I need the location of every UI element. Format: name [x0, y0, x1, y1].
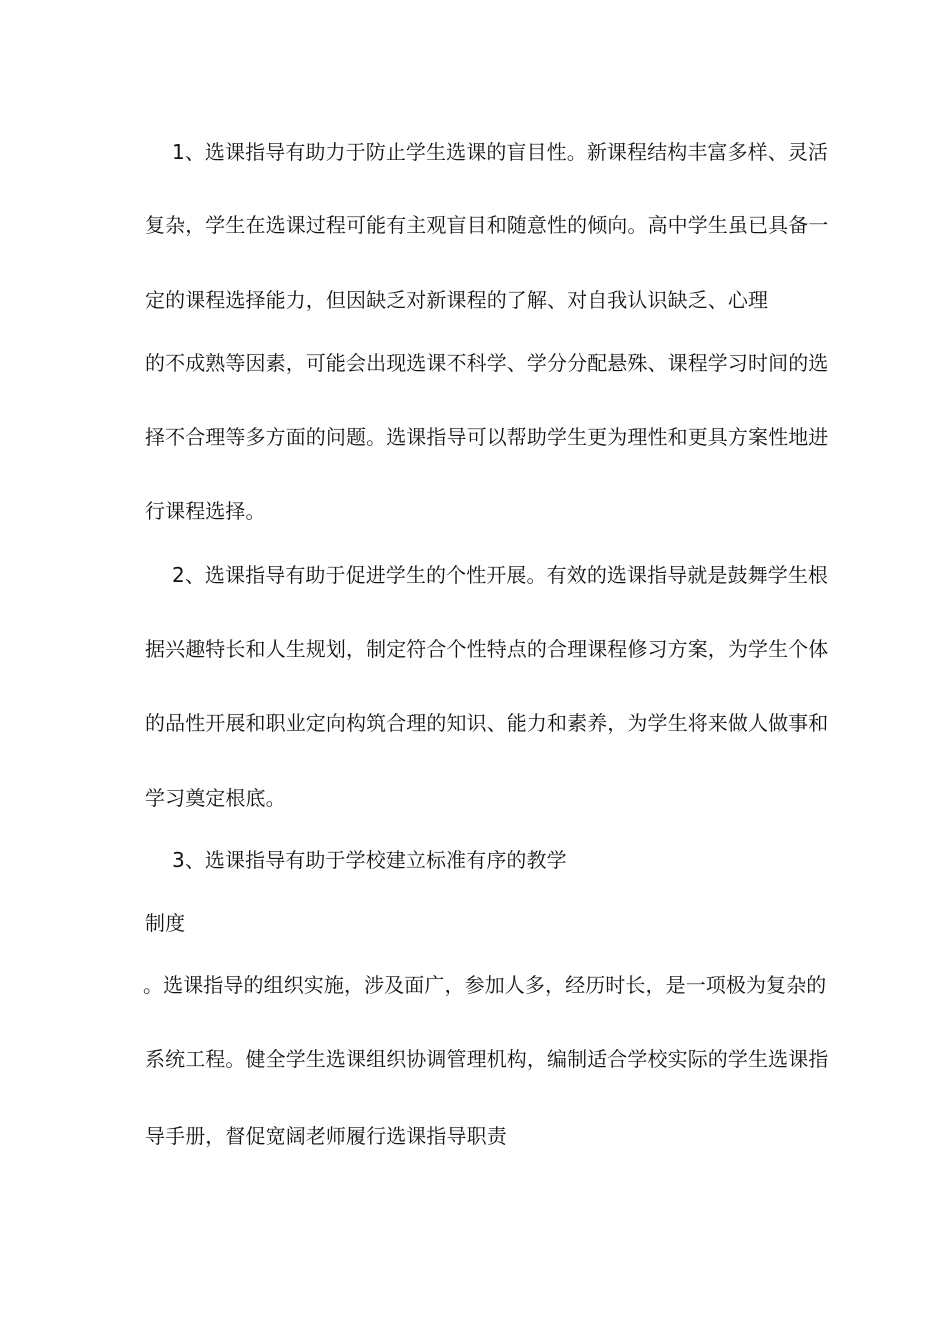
paragraph-3-line-2: 制度 [145, 911, 186, 935]
paragraph-1-line-2: 复杂，学生在选课过程可能有主观盲目和随意性的倾向。高中学生虽已具备一 [145, 213, 829, 237]
paragraph-3-line-3: 。选课指导的组织实施，涉及面广，参加人多，经历时长，是一项极为复杂的 [143, 973, 827, 997]
paragraph-2-line-2: 据兴趣特长和人生规划，制定符合个性特点的合理课程修习方案，为学生个体 [145, 637, 829, 661]
paragraph-1-line-6: 行课程选择。 [145, 499, 266, 523]
paragraph-3-line-4: 系统工程。健全学生选课组织协调管理机构，编制适合学校实际的学生选课指 [145, 1047, 829, 1071]
paragraph-1-line-4: 的不成熟等因素，可能会出现选课不科学、学分分配悬殊、课程学习时间的选 [145, 351, 829, 375]
paragraph-2-line-1: 2、选课指导有助于促进学生的个性开展。有效的选课指导就是鼓舞学生根 [172, 563, 829, 587]
paragraph-2-line-3: 的品性开展和职业定向构筑合理的知识、能力和素养，为学生将来做人做事和 [145, 711, 829, 735]
paragraph-1-line-3: 定的课程选择能力，但因缺乏对新课程的了解、对自我认识缺乏、心理 [145, 288, 769, 312]
paragraph-1-line-1: 1、选课指导有助力于防止学生选课的盲目性。新课程结构丰富多样、灵活 [172, 140, 829, 164]
paragraph-3-line-5: 导手册，督促宽阔老师履行选课指导职责 [145, 1124, 507, 1148]
paragraph-3-line-1: 3、选课指导有助于学校建立标准有序的教学 [172, 848, 567, 872]
paragraph-1-line-5: 择不合理等多方面的问题。选课指导可以帮助学生更为理性和更具方案性地进 [145, 425, 829, 449]
paragraph-2-line-4: 学习奠定根底。 [145, 786, 286, 810]
